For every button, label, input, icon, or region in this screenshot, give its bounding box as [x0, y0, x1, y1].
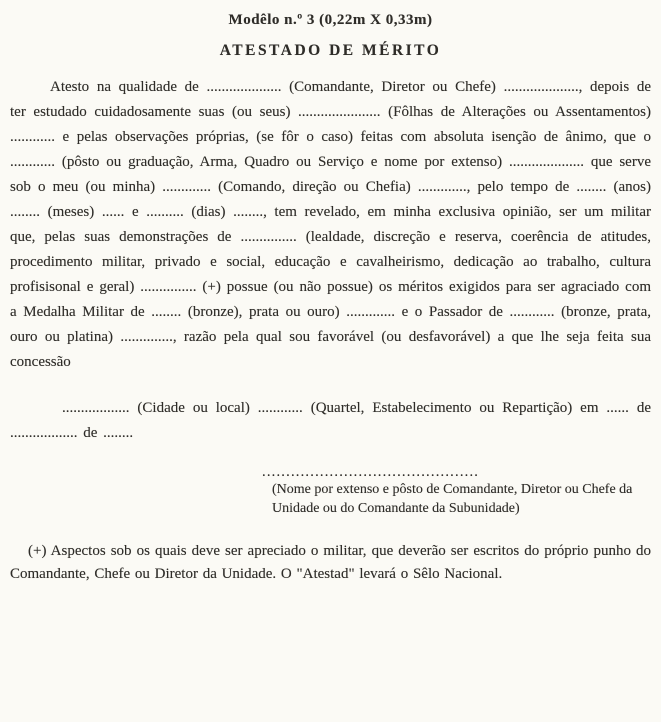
model-header: Modêlo n.º 3 (0,22m X 0,33m): [228, 12, 433, 28]
document-title: ATESTADO DE MÉRITO: [219, 42, 442, 59]
signature-caption: (Nome por extenso e pôsto de Comandante, Diretor ou Chefe da Unidade ou do Comandante da Subunidade): [272, 482, 633, 516]
body-paragraph: Atesto na qualidade de .................... (Comandante, Diretor ou Chefe) ...................., depois de ter estudado cuidadosamente suas (ou seus) ...................... (Fôlhas de Alterações ou Assentamentos) ............ e pelas observações próprias, (se fôr o caso) feitas com absoluta isenção de ânimo, que o ............ (pôsto ou graduação, Arma, Quadro ou Serviço e nome por extenso) .................... que serve sob o meu (ou minha) ............. (Comando, direção ou Chefia) ............., pelo tempo de ........ (anos) ........ (meses) ...... e .......... (dias) ........, tem revelado, em minha exclusiva opinião, ser um militar que, pelas suas demonstrações de ............... (lealdade, discreção e reserva, coerência de atitudes, procedimento militar, privado e social, educação e cavalheirismo, dedicação ao trabalho, cultura profisisonal e geral) ............... (+) possue (ou não possue) os méritos exigidos para ser agraciado com a Medalha Militar de ........ (bronze), prata ou ouro) ............. e o Passador de ............ (bronze, prata, ouro ou platina) .............., razão pela qual sou favorável (ou desfavorável) a que lhe seja feita sua concessão: [10, 79, 651, 370]
place-date-line: .................. (Cidade ou local) ............ (Quartel, Estabelecimento ou Repartição) em ...... de .................. de ........: [10, 400, 651, 441]
footnote: (+) Aspectos sob os quais deve ser apreciado o militar, que deverão ser escritos do próprio punho do Comandante, Chefe ou Diretor da Unidade. O "Atestad" levará o Sêlo Nacional.: [10, 543, 651, 582]
signature-block: [262, 464, 660, 518]
signature-line: .............................................: [262, 464, 480, 480]
